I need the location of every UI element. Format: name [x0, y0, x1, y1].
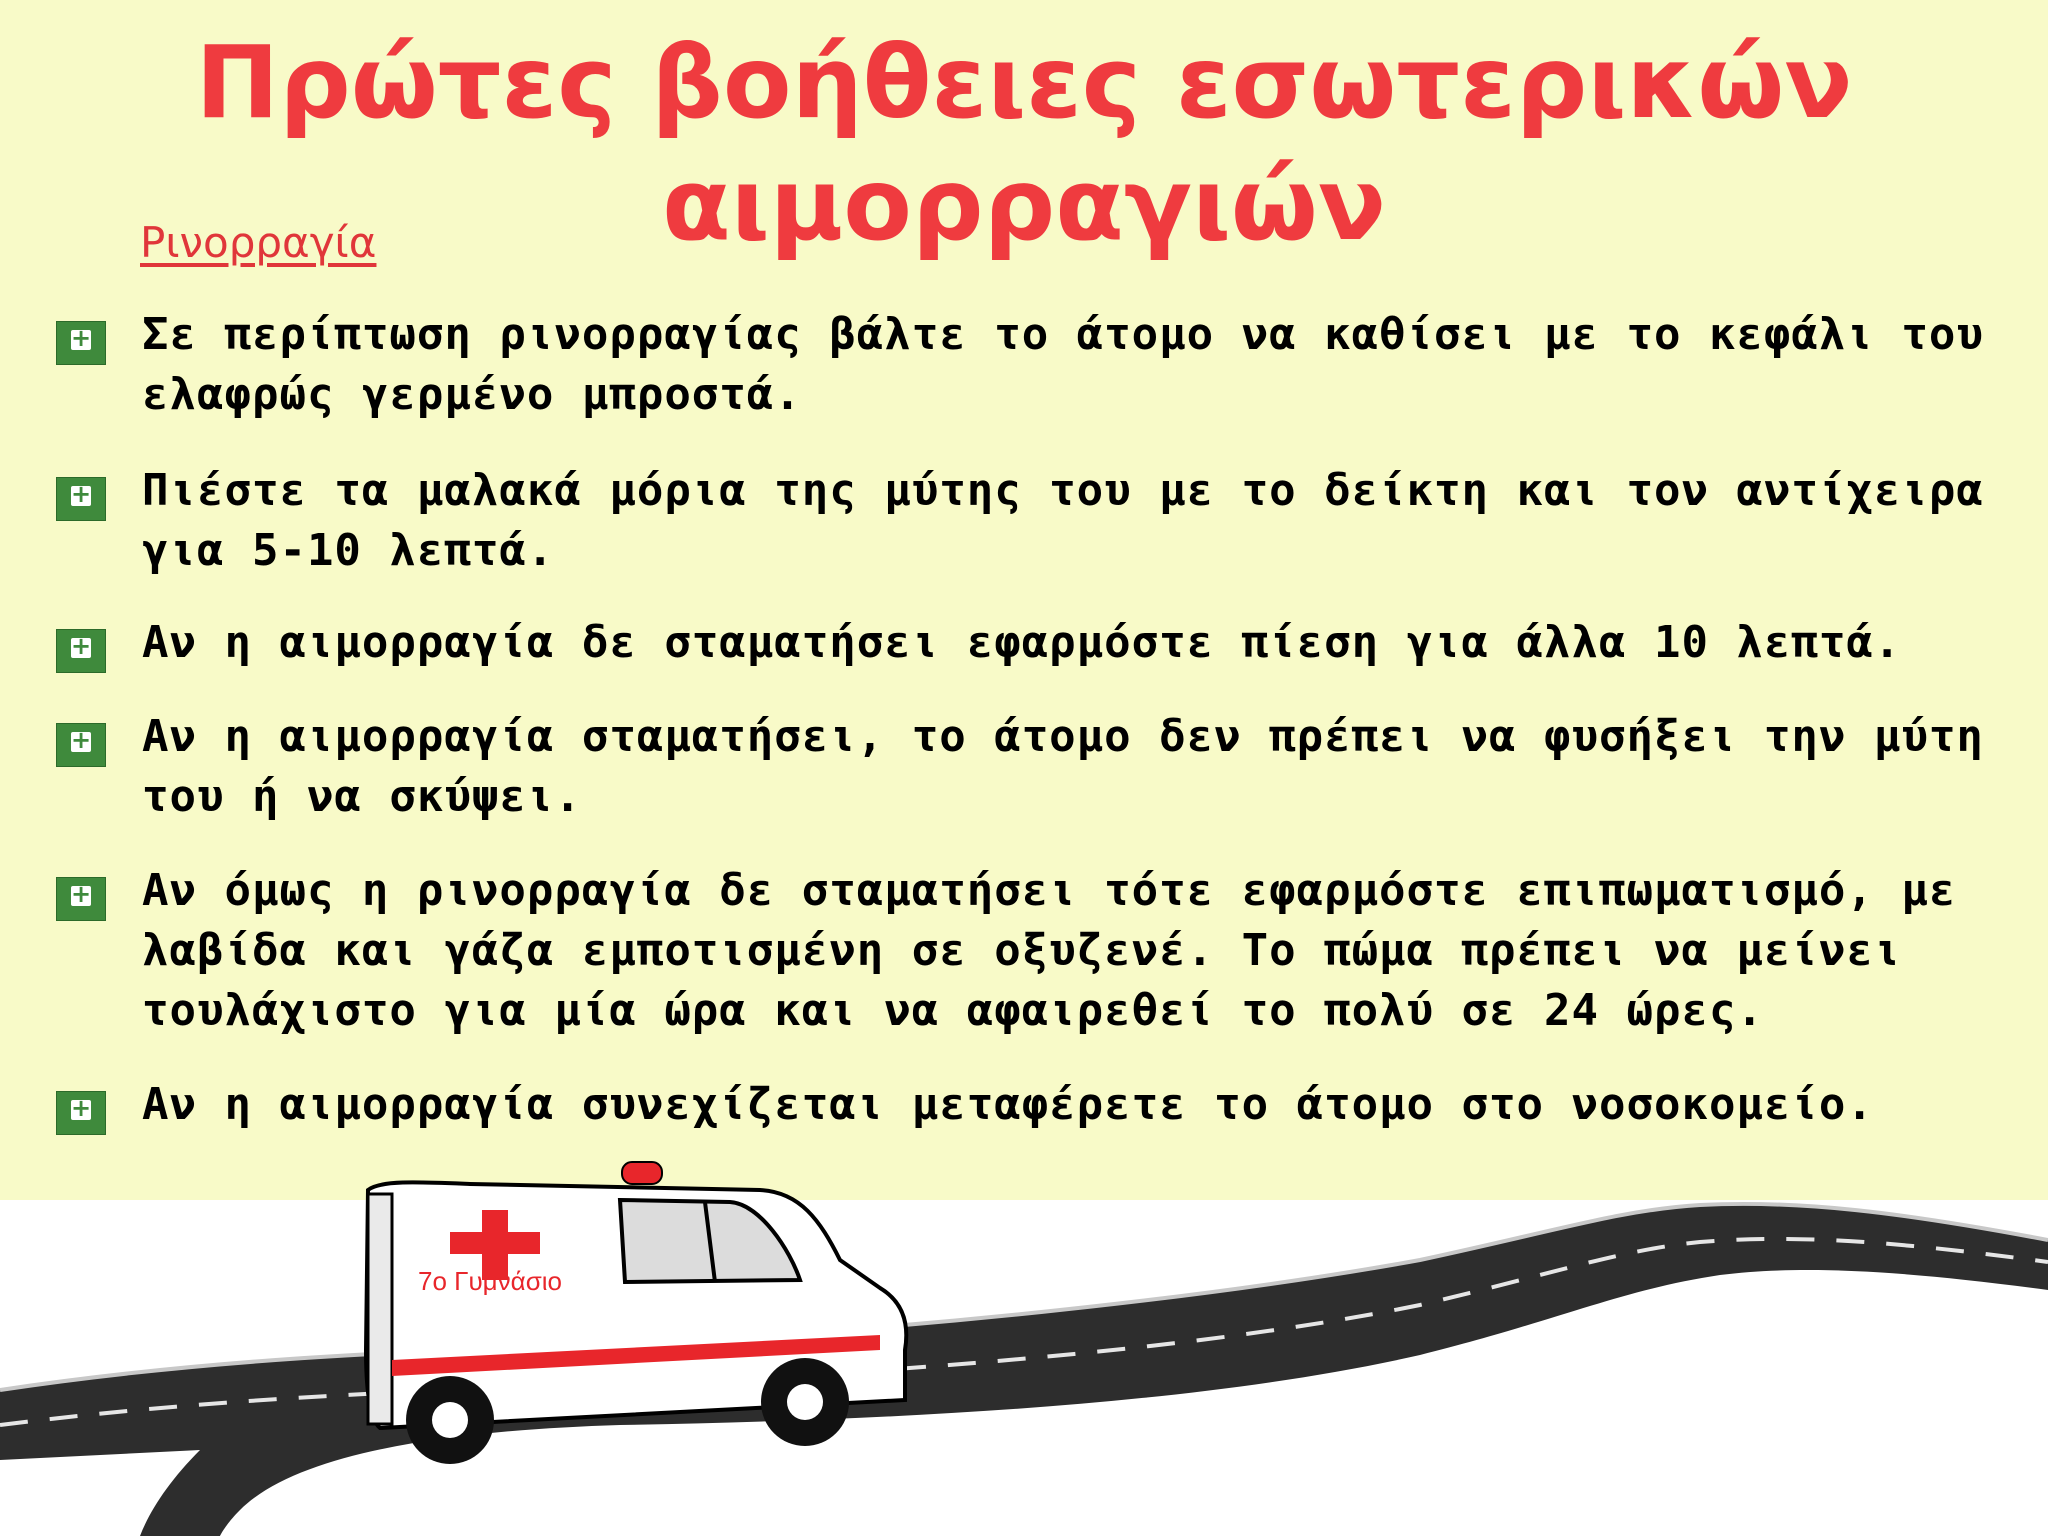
plus-square-icon [56, 877, 106, 921]
bullet-text: Αν όμως η ρινορραγία δε σταματήσει τότε εφαρμόστε επιπωματισμό, με λαβίδα και γάζα εμποτισμένη σε οξυζενέ. Το πώμα πρέπει να μείνει τουλάχιστο για μία ώρα και να αφαιρεθεί το πολύ σε 24 ώρες. [142, 865, 1957, 1036]
bullet-text: Πιέστε τα μαλακά μόρια της μύτης του με το δείκτη και τον αντίχειρα για 5-10 λεπτά. [142, 465, 1984, 576]
title-line-2: αιμορραγιών [662, 146, 1386, 263]
title-line-1: Πρώτες βοήθειες εσωτερικών [195, 24, 1853, 141]
bullet-text: Σε περίπτωση ρινορραγίας βάλτε το άτομο να καθίσει με το κεφάλι του ελαφρώς γερμένο μπροστά. [142, 309, 1984, 420]
list-item [56, 861, 2016, 1041]
plus-square-icon [56, 1091, 106, 1135]
list-item [56, 461, 2016, 581]
list-item [56, 1075, 2016, 1135]
plus-square-icon [56, 321, 106, 365]
road [0, 1204, 2048, 1536]
plus-square-icon [56, 477, 106, 521]
subheading: Ρινορραγία [140, 218, 377, 267]
bullet-text: Αν η αιμορραγία δε σταματήσει εφαρμόστε πίεση για άλλα 10 λεπτά. [142, 617, 1902, 668]
plus-square-icon [56, 723, 106, 767]
road-ambulance-illustration [0, 1150, 2048, 1536]
bullet-text: Αν η αιμορραγία συνεχίζεται μεταφέρετε το άτομο στο νοσοκομείο. [142, 1079, 1874, 1130]
ambulance-wheel-front-hub [787, 1384, 823, 1420]
siren-light [622, 1162, 662, 1184]
ambulance-front-panel [368, 1194, 392, 1424]
ambulance-wheel-rear-hub [432, 1402, 468, 1438]
plus-square-icon [56, 629, 106, 673]
list-item [56, 305, 2016, 425]
bullet-list [56, 305, 2016, 1135]
list-item [56, 707, 2016, 827]
list-item [56, 613, 2016, 673]
ambulance-label: 7ο Γυμνάσιο [418, 1266, 562, 1296]
bullet-text: Αν η αιμορραγία σταματήσει, το άτομο δεν πρέπει να φυσήξει την μύτη του ή να σκύψει. [142, 711, 1984, 822]
